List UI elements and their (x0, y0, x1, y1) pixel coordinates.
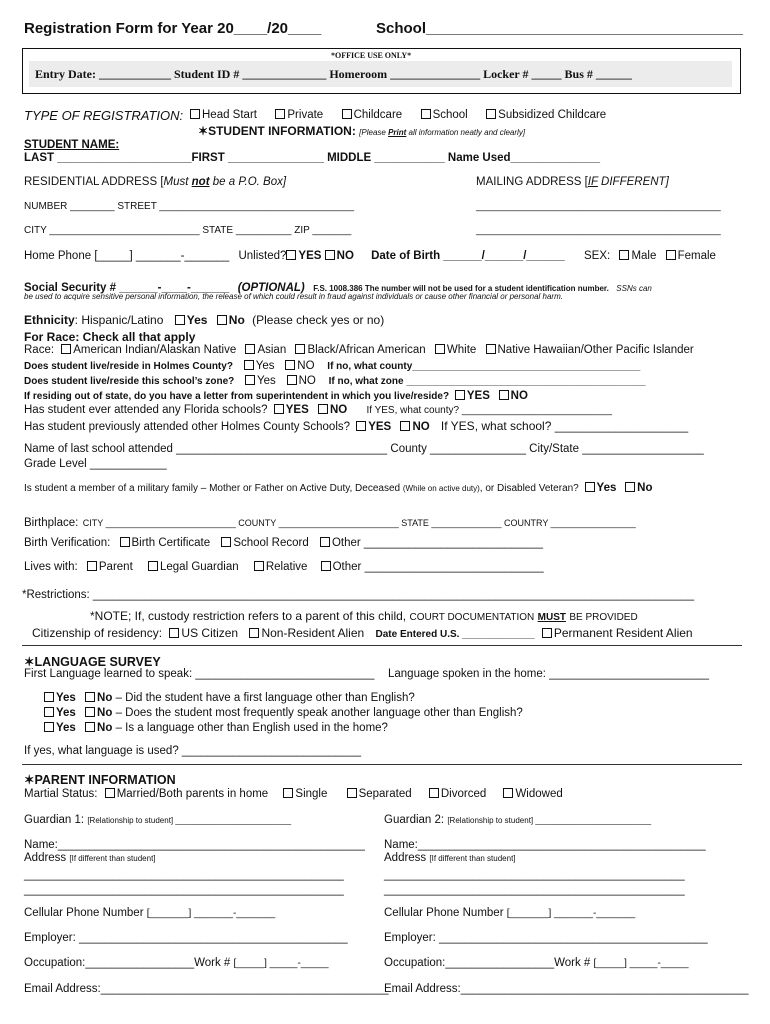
mailing-line-2[interactable]: ____________________________________________ (476, 225, 721, 236)
mailing-address-label: MAILING ADDRESS [IF DIFFERENT] (476, 176, 669, 188)
office-use-line[interactable]: Entry Date: ____________ Student ID # ______________ Homeroom _______________ Locker # _____ Bus # ______ (35, 67, 632, 81)
guardian-2-name[interactable]: Name:_____________________________________________ (384, 839, 706, 851)
registration-type-options (190, 109, 606, 121)
checkbox[interactable] (421, 109, 431, 119)
checkbox[interactable] (400, 421, 410, 431)
florida-county-field[interactable]: If YES, what county? ___________________________ (366, 405, 613, 416)
checkbox[interactable] (245, 375, 255, 385)
guardian-1-cell-field[interactable]: [_______] _______-_______ (146, 908, 276, 919)
checkbox[interactable] (283, 788, 293, 798)
guardian-2-occupation[interactable]: Occupation:_________________Work # (384, 957, 591, 969)
first-language-field[interactable]: First Language learned to speak: ____________________________ (24, 668, 375, 680)
number-street-field[interactable]: NUMBER ________ STREET ___________________________________ (24, 201, 355, 212)
checkbox[interactable] (87, 561, 97, 571)
checkbox[interactable] (245, 344, 255, 354)
guardian-1-relationship[interactable]: [Relationship to student] __________________________ (87, 816, 292, 825)
city-state-zip-field[interactable]: CITY ___________________________ STATE __________ ZIP _______ (24, 225, 352, 236)
option-private: Private (287, 109, 324, 121)
checkbox[interactable] (44, 722, 54, 732)
checkbox[interactable] (105, 788, 115, 798)
checkbox[interactable] (286, 250, 296, 260)
zone-field[interactable]: If no, what zone ___________________________________________ (328, 376, 646, 387)
office-use-fields (29, 61, 732, 87)
checkbox[interactable] (169, 628, 179, 638)
checkbox[interactable] (625, 482, 635, 492)
checkbox[interactable] (619, 250, 629, 260)
marital-status-row: Martial Status: Married/Both parents in home Single Separated Divorced Widowed (24, 788, 563, 800)
checkbox[interactable] (190, 109, 200, 119)
home-phone-row: Home Phone [_____] _______-_______ Unlisted? YES NO Date of Birth ______/______/______ SEX: Male Female (24, 250, 716, 262)
language-q1: Yes No – Did the student have a first language other than English? (44, 692, 415, 704)
star-icon: ✶ (198, 124, 209, 138)
guardian-1-address-line-2[interactable]: __________________________________________________ (24, 884, 344, 896)
birthplace-field[interactable]: CITY __________________________ COUNTY ________________________ STATE ______________ COUNTRY _________________ (82, 518, 636, 528)
office-use-box (22, 48, 741, 94)
star-icon: ✶ (24, 655, 35, 669)
guardian-2-occupation-row (384, 957, 689, 969)
checkbox[interactable] (44, 707, 54, 717)
last-school-field[interactable]: Name of last school attended _________________________________ County _______________ City/State ___________________ (24, 443, 704, 455)
checkbox[interactable] (325, 250, 335, 260)
checkbox[interactable] (85, 707, 95, 717)
guardian-2-employer[interactable]: Employer: __________________________________________ (384, 932, 708, 944)
option-head-start: Head Start (202, 109, 257, 121)
guardian-1-address-label: Address [If different than student] (24, 852, 156, 864)
residential-address-label: RESIDENTIAL ADDRESS [Must not be a P.O. Box] (24, 176, 287, 188)
guardian-1-cell-row: Cellular Phone Number [_______] _______-_______ (24, 907, 276, 919)
option-subsidized-childcare: Subsidized Childcare (498, 109, 607, 121)
guardian-1-row: Guardian 1: [Relationship to student] __________________________ (24, 814, 292, 826)
race-row: Race: American Indian/Alaskan Native Asian Black/African American White Native Hawaiian/Other Pacific Islander (24, 344, 694, 356)
lives-with-row: Lives with: Parent Legal Guardian Relative Other ____________________________ (24, 561, 544, 573)
holmes-county-row: Does student live/reside in Holmes County? Yes NO If no, what county_________________________________________ (24, 360, 641, 372)
military-row: Is student a member of a military family – Mother or Father on Active Duty, Deceased (While on active duty), or Disabled Veteran? Yes No (24, 482, 653, 494)
checkbox[interactable] (175, 315, 185, 325)
checkbox[interactable] (244, 360, 254, 370)
guardian-2-address-label: Address [If different than student] (384, 852, 516, 864)
language-q2: Yes No – Does the student most frequently speak another language other than English? (44, 707, 523, 719)
mailing-line-1[interactable]: ____________________________________________ (476, 201, 721, 212)
guardian-1-address-line-1[interactable]: __________________________________________________ (24, 869, 344, 881)
student-name-label: STUDENT NAME: (24, 139, 120, 151)
school-zone-row: Does student live/reside this school’s zone? Yes NO If no, what zone ___________________________________________ (24, 375, 646, 387)
checkbox[interactable] (347, 788, 357, 798)
checkbox[interactable] (295, 344, 305, 354)
county-field[interactable]: If no, what county_________________________________________ (327, 361, 641, 372)
grade-level-field[interactable]: Grade Level ____________ (24, 458, 167, 470)
checkbox[interactable] (275, 109, 285, 119)
home-language-field[interactable]: Language spoken in the home: _________________________ (388, 668, 710, 680)
checkbox[interactable] (274, 404, 284, 414)
restrictions-field[interactable]: *Restrictions: ______________________________________________________________________________________________ (22, 589, 695, 601)
language-q3: Yes No – Is a language other than English used in the home? (44, 722, 388, 734)
birth-verification-row: Birth Verification: Birth Certificate School Record Other ____________________________ (24, 537, 543, 549)
florida-schools-row: Has student ever attended any Florida schools? YES NO If YES, what county? ___________________________ (24, 404, 613, 416)
checkbox[interactable] (285, 360, 295, 370)
out-of-state-row: If residing out of state, do you have a letter from superintendent in which you live/reside? YES NO (24, 390, 528, 402)
birthplace-row: Birthplace: CITY __________________________ COUNTY ________________________ STATE ______________ COUNTRY _________________ (24, 517, 636, 529)
checkbox[interactable] (486, 344, 496, 354)
checkbox[interactable] (435, 344, 445, 354)
which-language-field[interactable]: If yes, what language is used? ____________________________ (24, 745, 361, 757)
holmes-schools-row: Has student previously attended other Holmes County Schools? YES NO If YES, what school? ____________________ (24, 419, 689, 433)
office-use-label: *OFFICE USE ONLY* (331, 51, 412, 60)
checkbox[interactable] (429, 788, 439, 798)
checkbox[interactable] (666, 250, 676, 260)
guardian-1-occupation-row (24, 957, 329, 969)
checkbox[interactable] (148, 561, 158, 571)
checkbox[interactable] (85, 692, 95, 702)
ssn-row: Social Security # ______-____-______ (OPTIONAL) F.S. 1008.386 The number will not be used for a student identification number. SSNs can (24, 282, 652, 294)
checkbox[interactable] (342, 109, 352, 119)
dob-field[interactable]: Date of Birth ______/______/______ (371, 250, 565, 262)
holmes-school-field[interactable]: If YES, what school? ____________________ (440, 419, 689, 433)
star-icon: ✶ (24, 773, 35, 787)
checkbox[interactable] (503, 788, 513, 798)
checkbox[interactable] (486, 109, 496, 119)
guardian-1-email[interactable]: Email Address:_____________________________________________ (24, 983, 389, 995)
checkbox[interactable] (499, 390, 509, 400)
parent-heading: ✶PARENT INFORMATION (24, 773, 176, 787)
guardian-2-email[interactable]: Email Address:_____________________________________________ (384, 983, 749, 995)
ethnicity-row: Ethnicity: Hispanic/Latino Yes No (Please check yes or no) (24, 313, 385, 327)
checkbox[interactable] (44, 692, 54, 702)
guardian-2-row: Guardian 2: [Relationship to student] __________________________ (384, 814, 652, 826)
option-school: School (432, 109, 468, 121)
checkbox[interactable] (585, 482, 595, 492)
checkbox[interactable] (249, 628, 259, 638)
guardian-2-address-line-2[interactable]: _______________________________________________ (384, 884, 685, 896)
checkbox[interactable] (542, 628, 552, 638)
checkbox[interactable] (320, 537, 330, 547)
guardian-2-cell-field[interactable]: [_______] _______-_______ (506, 908, 636, 919)
checkbox[interactable] (356, 421, 366, 431)
guardian-2-relationship[interactable]: [Relationship to student] __________________________ (447, 816, 652, 825)
checkbox[interactable] (217, 315, 227, 325)
custody-note: *NOTE; If, custody restriction refers to a parent of this child, COURT DOCUMENTATION MUST BE PROVIDED (90, 609, 638, 623)
guardian-1-employer[interactable]: Employer: __________________________________________ (24, 932, 348, 944)
school-field[interactable]: School______________________________________ (376, 20, 744, 37)
checkbox[interactable] (455, 390, 465, 400)
checkbox[interactable] (61, 344, 71, 354)
checkbox[interactable] (287, 375, 297, 385)
guardian-1-name[interactable]: Name:________________________________________________ (24, 839, 365, 851)
citizenship-row: Citizenship of residency: US Citizen Non-Resident Alien Date Entered U.S. _____________ Permanent Resident Alien (32, 626, 693, 640)
option-childcare: Childcare (353, 109, 403, 121)
student-info-heading: ✶STUDENT INFORMATION: [Please Print all information neatly and clearly] (198, 124, 526, 138)
language-heading: ✶LANGUAGE SURVEY (24, 655, 161, 669)
checkbox[interactable] (85, 722, 95, 732)
guardian-2-address-line-1[interactable]: _______________________________________________ (384, 869, 685, 881)
ssn-note: be used to acquire sensitive personal information, the release of which could result in fraud against individuals or cause other financial or personal harm. (24, 292, 563, 301)
registration-type-label: TYPE OF REGISTRATION: (24, 108, 184, 123)
guardian-1-occupation[interactable]: Occupation:_________________Work # (24, 957, 231, 969)
student-name-line[interactable]: LAST _____________________FIRST _______________ MIDDLE ___________ Name Used______________ (24, 152, 601, 164)
guardian-2-work-phone[interactable]: [_____] _____-_____ (593, 958, 689, 969)
ssn-field[interactable]: Social Security # ______-____-______ (24, 282, 230, 294)
checkbox[interactable] (254, 561, 264, 571)
guardian-2-cell-row: Cellular Phone Number [_______] _______-_______ (384, 907, 636, 919)
checkbox[interactable] (120, 537, 130, 547)
divider (22, 764, 742, 765)
race-heading: For Race: Check all that apply (24, 330, 196, 344)
home-phone-field[interactable]: Home Phone [_____] _______-_______ (24, 250, 230, 262)
divider (22, 645, 742, 646)
form-title: Registration Form for Year 20____/20____ (24, 20, 322, 37)
guardian-1-work-phone[interactable]: [_____] _____-_____ (233, 958, 329, 969)
checkbox[interactable] (321, 561, 331, 571)
checkbox[interactable] (318, 404, 328, 414)
date-entered-field[interactable]: Date Entered U.S. _____________ (375, 629, 535, 640)
checkbox[interactable] (221, 537, 231, 547)
